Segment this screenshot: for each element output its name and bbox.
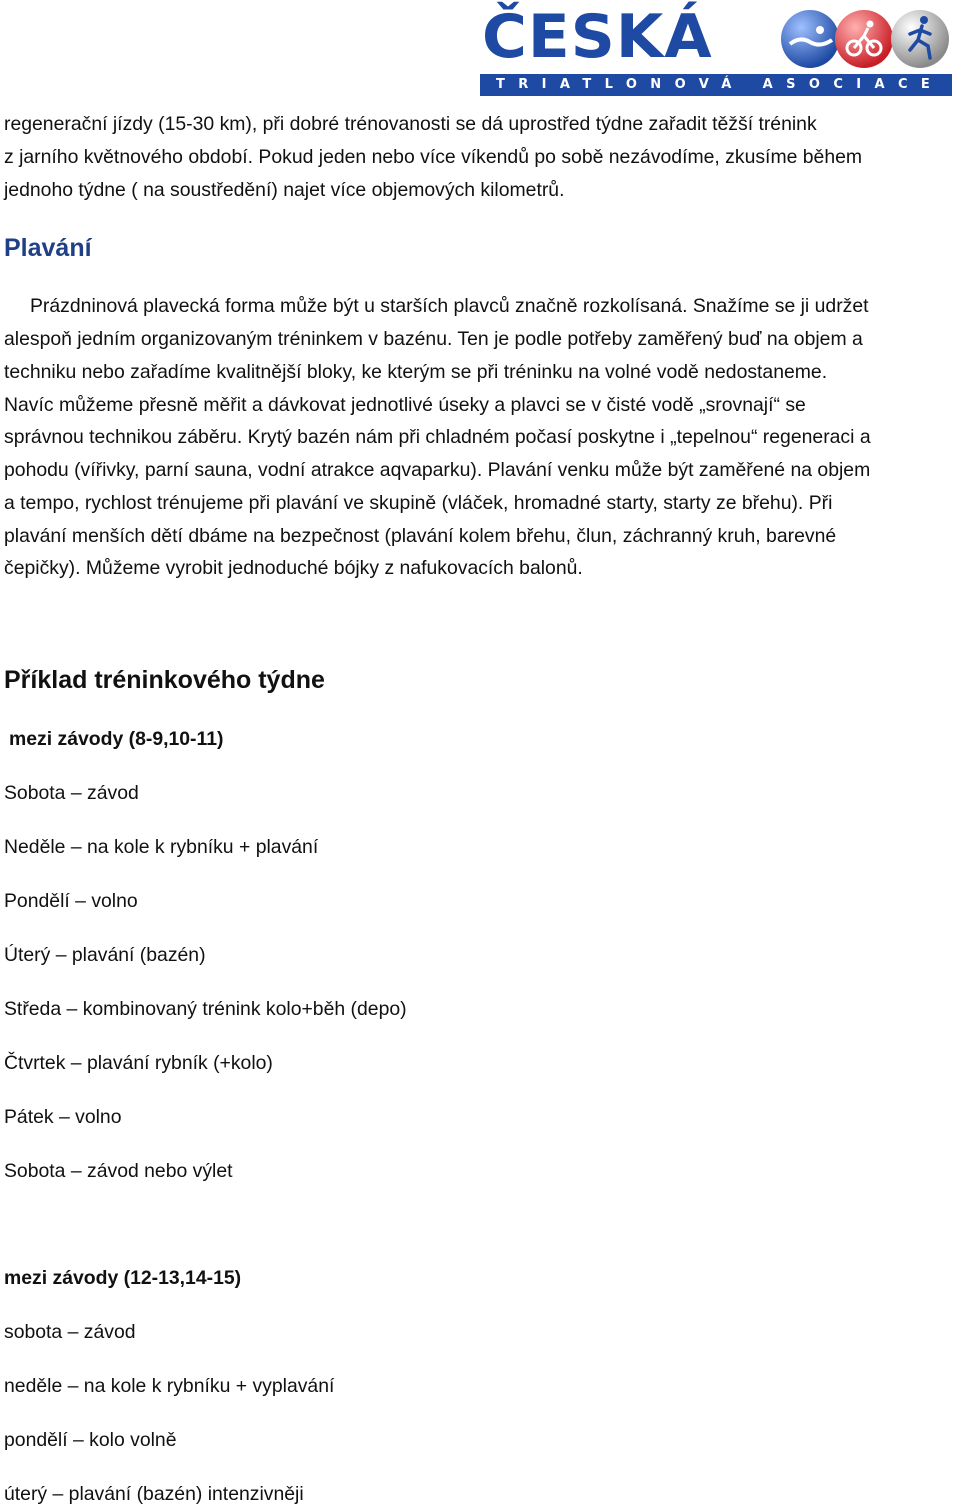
- week1-day: Neděle – na kole k rybníku + plavání: [4, 836, 319, 858]
- week1-day: Úterý – plavání (bazén): [4, 944, 206, 966]
- week1-day: Středa – kombinovaný trénink kolo+běh (depo): [4, 998, 407, 1020]
- week2-day: sobota – závod: [4, 1321, 136, 1343]
- ceska-triatlonova-asociace-logo: [480, 4, 952, 96]
- swim-paragraph-line: správnou technikou záběru. Krytý bazén nám při chladném počasí poskytne i „tepelnou“ regeneraci a: [4, 426, 871, 448]
- swim-paragraph-line: čepičky). Můžeme vyrobit jednoduché bójky z nafukovacích balonů.: [4, 557, 583, 579]
- section-heading-priklad: Příklad tréninkového týdne: [4, 666, 325, 694]
- section-heading-plavani: Plavání: [4, 234, 92, 262]
- week1-day: Sobota – závod: [4, 782, 139, 804]
- swim-paragraph-line: Navíc můžeme přesně měřit a dávkovat jednotlivé úseky a plavci se v čisté vodě „srovnají“ se: [4, 394, 806, 416]
- intro-line: jednoho týdne ( na soustředění) najet více objemových kilometrů.: [4, 179, 565, 201]
- swim-paragraph-line: pohodu (vířivky, parní sauna, vodní atrakce aqvaparku). Plavání venku může být zaměřené na objem: [4, 459, 871, 481]
- runner-icon: [891, 10, 949, 68]
- week1-day: Pondělí – volno: [4, 890, 138, 912]
- cyclist-icon: [835, 10, 893, 68]
- logo-subtitle-bar: [480, 74, 952, 96]
- logo-subtitle: TRIATLONOVÁ ASOCIACE: [496, 77, 944, 92]
- swim-paragraph-line: a tempo, rychlost trénujeme při plavání ve skupině (vláček, hromadné starty, starty ze břehu). Při: [4, 492, 833, 514]
- week1-day: Čtvrtek – plavání rybník (+kolo): [4, 1052, 273, 1074]
- week2-day: úterý – plavání (bazén) intenzivněji: [4, 1483, 304, 1505]
- week1-day: Pátek – volno: [4, 1106, 122, 1128]
- swim-paragraph-line: Prázdninová plavecká forma může být u starších plavců značně rozkolísaná. Snažíme se ji udržet: [30, 295, 869, 317]
- swim-paragraph-line: techniku nebo zařadíme kvalitnější bloky, ke kterým se při tréninku na volné vodě nedostaneme.: [4, 361, 828, 383]
- intro-line: z jarního květnového období. Pokud jeden nebo více víkendů po sobě nezávodíme, zkusíme během: [4, 146, 863, 168]
- week1-title: mezi závody (8-9,10-11): [9, 728, 224, 750]
- swim-paragraph-line: plavání menších dětí dbáme na bezpečnost (plavání kolem břehu, člun, záchranný kruh, barevné: [4, 525, 837, 547]
- intro-line: regenerační jízdy (15-30 km), při dobré trénovanosti se dá uprostřed týdne zařadit těžší trénink: [4, 113, 817, 135]
- week2-title: mezi závody (12-13,14-15): [4, 1267, 242, 1289]
- swim-paragraph-line: alespoň jedním organizovaným tréninkem v bazénu. Ten je podle potřeby zaměřený buď na objem a: [4, 328, 863, 350]
- logo-sport-balls: [780, 6, 952, 72]
- week2-day: neděle – na kole k rybníku + vyplavání: [4, 1375, 335, 1397]
- week1-day: Sobota – závod nebo výlet: [4, 1160, 233, 1182]
- logo-word: ČESKÁ: [482, 2, 713, 72]
- swimmer-icon: [781, 10, 839, 68]
- week2-day: pondělí – kolo volně: [4, 1429, 177, 1451]
